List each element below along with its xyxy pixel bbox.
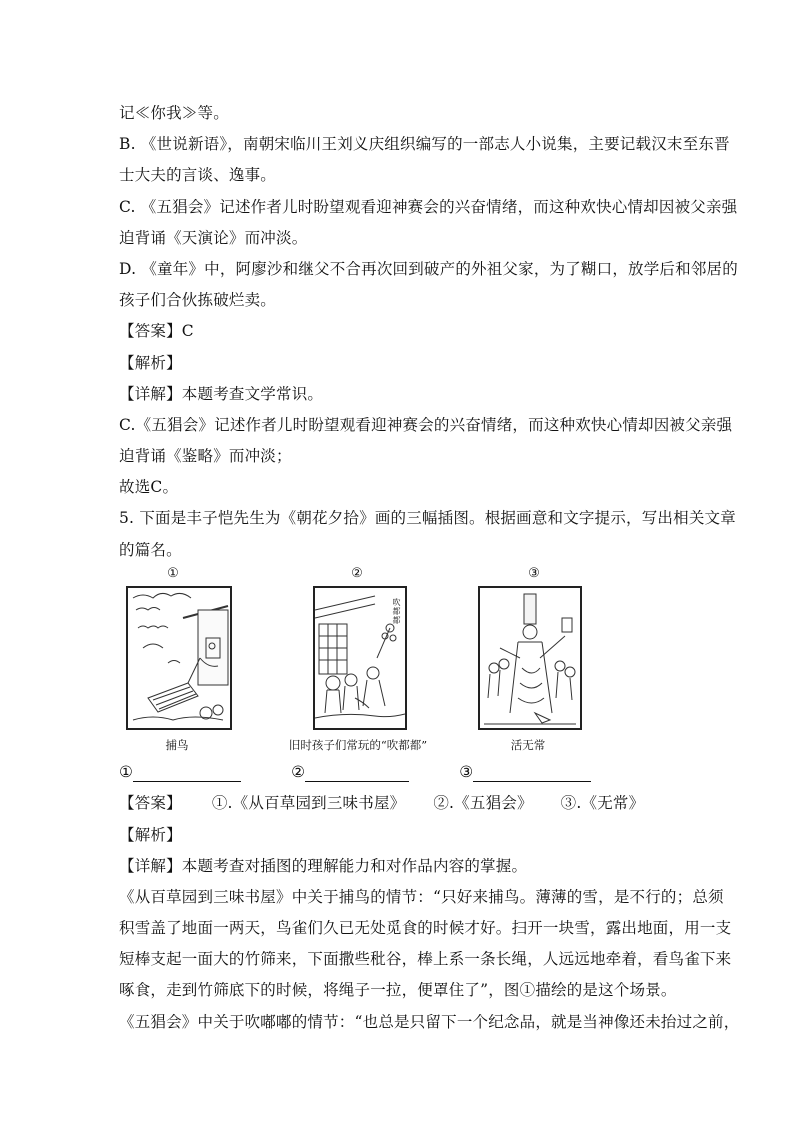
figure-2-illustration [313, 586, 407, 730]
text-line: 《五猖会》中关于吹嘟嘟的情节：“也总是只留下一个纪念品，就是当神像还未抬过之前， [119, 1013, 740, 1031]
text-line: C.《五猖会》记述作者儿时盼望观看迎神赛会的兴奋情绪，而这种欢快心情却因被父亲强 [119, 416, 733, 434]
analysis-heading: 【解析】 [119, 826, 182, 844]
text-line: 故选C。 [119, 478, 179, 496]
answer-item-1: ①.《从百草园到三味书屋》 [211, 794, 406, 812]
answer-label: 【答案】 [119, 794, 182, 812]
text-line: 孩子们合伙拣破烂卖。 [119, 291, 277, 309]
text-line: C. 《五猖会》记述作者儿时盼望观看迎神赛会的兴奋情绪，而这种欢快心情却因被父亲强 [119, 198, 738, 216]
figure-3-caption: 活无常 [510, 738, 546, 752]
text-line: 记≪你我≫等。 [119, 104, 229, 122]
figure-2-number: ② [351, 566, 363, 581]
figure-3-illustration [478, 586, 582, 730]
blank-1[interactable] [133, 765, 241, 782]
text-line: 积雪盖了地面一两天，鸟雀们久已无处觅食的时候才好。扫开一块雪，露出地面，用一支 [119, 919, 732, 937]
text-line: 迫背诵《天演论》而冲淡。 [119, 229, 308, 247]
answer-line: 【答案】C [119, 322, 194, 340]
figure-1-number: ① [167, 566, 179, 581]
text-line: 【详解】本题考查文学常识。 [119, 385, 324, 403]
blank-2[interactable] [305, 765, 409, 782]
wuchang-drawing [480, 588, 580, 728]
blank-3[interactable] [473, 765, 591, 782]
text-line: 啄食，走到竹筛底下的时候，将绳子一拉，便罩住了”，图①描绘的是这个场景。 [119, 981, 677, 999]
blank-3-label: ③ [459, 763, 474, 781]
text-line: B. 《世说新语》，南朝宋临川王刘义庆组织编写的一部志人小说集，主要记载汉末至东晋 [119, 135, 730, 153]
answer-item-3: ③.《无常》 [560, 794, 645, 812]
text-line: 迫背诵《鉴略》而冲淡； [119, 447, 292, 465]
blank-1-label: ① [119, 763, 134, 781]
figure-2-inscription: 吹都都 [392, 598, 401, 625]
answer-row [119, 793, 644, 813]
text-line: 的篇名。 [119, 541, 182, 559]
answer-item-2: ②.《五猖会》 [433, 794, 533, 812]
text-line: 《从百草园到三味书屋》中关于捕鸟的情节：“只好来捕鸟。薄薄的雪，是不行的；总须 [119, 888, 724, 906]
text-line: D. 《童年》中，阿廖沙和继父不合再次回到破产的外祖父家，为了糊口，放学后和邻居的 [119, 260, 738, 278]
text-line: 【详解】本题考查对插图的理解能力和对作品内容的掌握。 [119, 857, 528, 875]
text-line: 士大夫的言谈、逸事。 [119, 166, 277, 184]
question-5: 5. 下面是丰子恺先生为《朝花夕拾》画的三幅插图。根据画意和文字提示，写出相关文章 [119, 509, 736, 527]
text-line: 短棒支起一面大的竹筛来，下面撒些秕谷，棒上系一条长绳，人远远地牵着，看鸟雀下来 [119, 950, 732, 968]
analysis-heading: 【解析】 [119, 354, 182, 372]
answer-blanks [119, 762, 591, 782]
figure-1-caption: 捕鸟 [165, 738, 189, 752]
blank-2-label: ② [291, 763, 306, 781]
figure-1-illustration [126, 586, 232, 730]
bird-trap-drawing [128, 588, 230, 728]
figure-2-caption: 旧时孩子们常玩的“吹都都” [288, 738, 428, 752]
figure-3-number: ③ [528, 566, 540, 581]
